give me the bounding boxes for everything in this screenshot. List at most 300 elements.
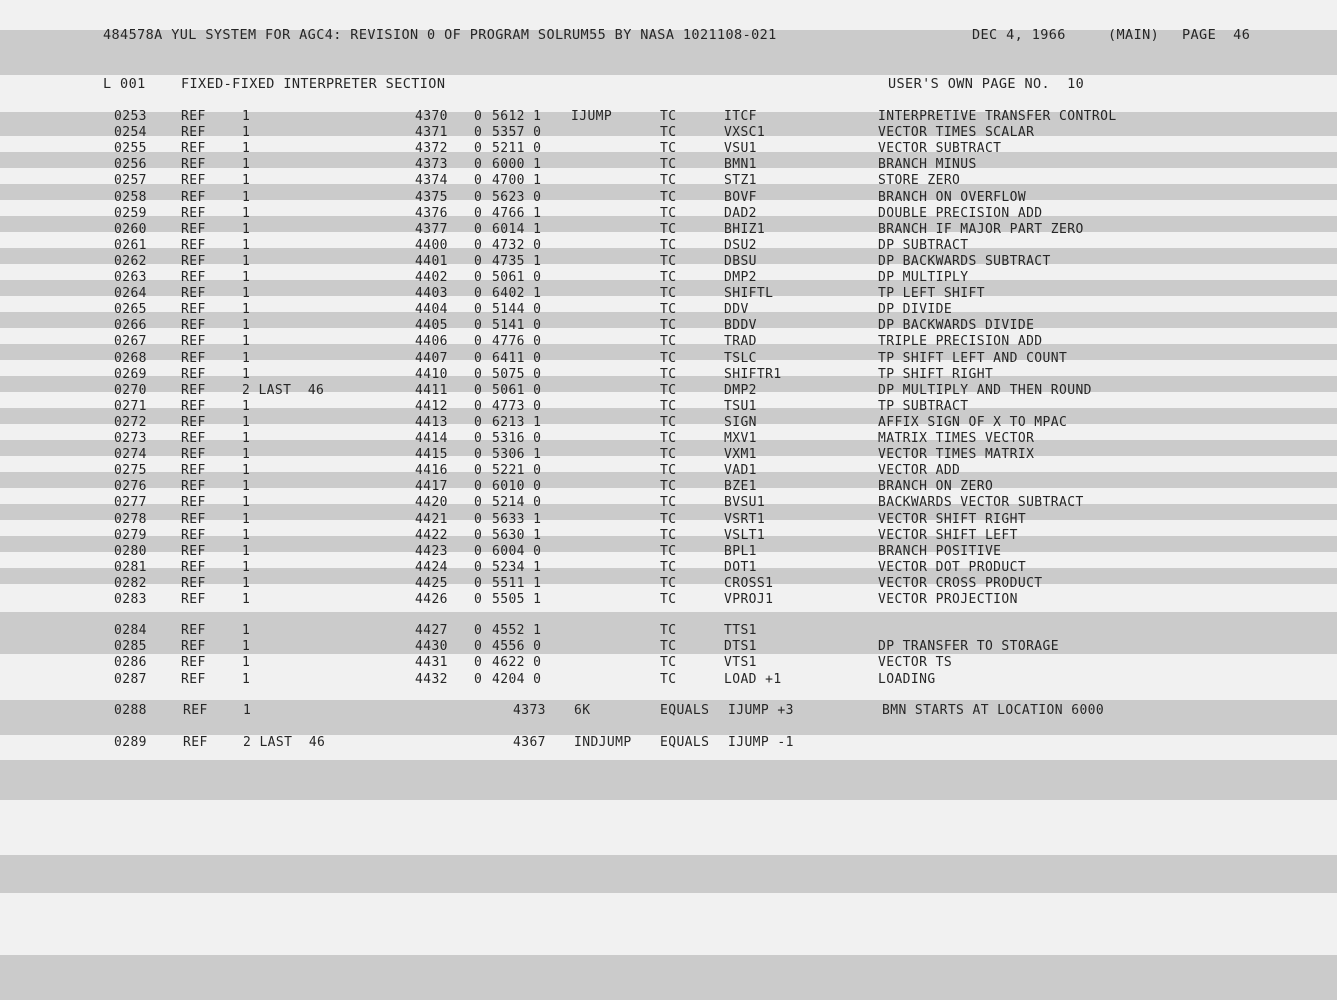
octal-value: 5511 1	[492, 576, 542, 591]
comment: DOUBLE PRECISION ADD	[878, 206, 1043, 221]
opcode: TC	[660, 544, 677, 559]
operand: SHIFTR1	[724, 367, 782, 382]
opcode: TC	[660, 528, 677, 543]
ref-keyword: REF	[181, 623, 206, 638]
line-number: 0271	[114, 399, 147, 414]
line-number: 0285	[114, 639, 147, 654]
equals-value: 4373	[513, 703, 546, 718]
ref-keyword: REF	[181, 576, 206, 591]
octal-value: 4732 0	[492, 238, 542, 253]
operand: TTS1	[724, 623, 757, 638]
opcode: EQUALS	[660, 735, 710, 750]
bank-flag: 0	[474, 655, 483, 670]
ref-keyword: REF	[181, 463, 206, 478]
opcode: TC	[660, 109, 677, 124]
comment: DP DIVIDE	[878, 302, 953, 317]
ref-count: 1	[242, 318, 251, 333]
ref-count: 1	[243, 703, 252, 718]
octal-value: 6010 0	[492, 479, 542, 494]
operand: BZE1	[724, 479, 757, 494]
opcode: TC	[660, 399, 677, 414]
octal-value: 4204 0	[492, 672, 542, 687]
operand: SHIFTL	[724, 286, 774, 301]
ref-keyword: REF	[181, 334, 206, 349]
address: 4372	[415, 141, 448, 156]
octal-value: 4776 0	[492, 334, 542, 349]
opcode: TC	[660, 512, 677, 527]
opcode: TC	[660, 222, 677, 237]
bank-flag: 0	[474, 544, 483, 559]
ref-keyword: REF	[181, 351, 206, 366]
address: 4432	[415, 672, 448, 687]
bank-flag: 0	[474, 415, 483, 430]
address: 4404	[415, 302, 448, 317]
opcode: TC	[660, 254, 677, 269]
ref-keyword: REF	[181, 560, 206, 575]
octal-value: 5061 0	[492, 383, 542, 398]
ref-keyword: REF	[181, 318, 206, 333]
operand: LOAD +1	[724, 672, 782, 687]
listing-main-tag: (MAIN)	[1108, 27, 1160, 43]
operand: DAD2	[724, 206, 757, 221]
operand: BPL1	[724, 544, 757, 559]
operand: MXV1	[724, 431, 757, 446]
bank-flag: 0	[474, 576, 483, 591]
opcode: TC	[660, 125, 677, 140]
bank-flag: 0	[474, 431, 483, 446]
opcode: TC	[660, 623, 677, 638]
operand: BOVF	[724, 190, 757, 205]
operand: STZ1	[724, 173, 757, 188]
bank-flag: 0	[474, 623, 483, 638]
line-number: 0267	[114, 334, 147, 349]
ref-count: 1	[242, 367, 251, 382]
address: 4424	[415, 560, 448, 575]
ref-keyword: REF	[181, 222, 206, 237]
address: 4415	[415, 447, 448, 462]
comment: TP LEFT SHIFT	[878, 286, 985, 301]
line-number: 0259	[114, 206, 147, 221]
opcode: TC	[660, 447, 677, 462]
bank-flag: 0	[474, 157, 483, 172]
operand: TSLC	[724, 351, 757, 366]
opcode: TC	[660, 415, 677, 430]
line-number: 0254	[114, 125, 147, 140]
ref-count: 1	[242, 431, 251, 446]
bank-flag: 0	[474, 302, 483, 317]
listing-header-title: 484578A YUL SYSTEM FOR AGC4: REVISION 0 OF PROGRAM SOLRUM55 BY NASA 1021108-021	[103, 27, 777, 43]
operand: VSU1	[724, 141, 757, 156]
operand: DMP2	[724, 270, 757, 285]
address: 4423	[415, 544, 448, 559]
address: 4371	[415, 125, 448, 140]
ref-keyword: REF	[181, 125, 206, 140]
address: 4430	[415, 639, 448, 654]
address: 4400	[415, 238, 448, 253]
comment: VECTOR TS	[878, 655, 953, 670]
address: 4416	[415, 463, 448, 478]
opcode: TC	[660, 463, 677, 478]
octal-value: 6004 0	[492, 544, 542, 559]
comment: DP BACKWARDS SUBTRACT	[878, 254, 1051, 269]
line-number: 0268	[114, 351, 147, 366]
bank-flag: 0	[474, 383, 483, 398]
bank-flag: 0	[474, 463, 483, 478]
ref-keyword: REF	[181, 157, 206, 172]
opcode: TC	[660, 592, 677, 607]
address: 4420	[415, 495, 448, 510]
comment: VECTOR SHIFT LEFT	[878, 528, 1018, 543]
ref-count: 1	[242, 222, 251, 237]
ref-keyword: REF	[181, 109, 206, 124]
address: 4402	[415, 270, 448, 285]
comment: VECTOR PROJECTION	[878, 592, 1018, 607]
ref-keyword: REF	[181, 528, 206, 543]
line-number: 0272	[114, 415, 147, 430]
comment: VECTOR SUBTRACT	[878, 141, 1002, 156]
ref-count: 1	[242, 655, 251, 670]
ref-keyword: REF	[181, 399, 206, 414]
comment: BACKWARDS VECTOR SUBTRACT	[878, 495, 1084, 510]
ref-count: 1	[242, 302, 251, 317]
line-number: 0289	[114, 735, 147, 750]
bank-flag: 0	[474, 125, 483, 140]
operand: CROSS1	[724, 576, 774, 591]
ref-count: 1	[242, 415, 251, 430]
comment: BMN STARTS AT LOCATION 6000	[882, 703, 1105, 718]
address: 4426	[415, 592, 448, 607]
ref-keyword: REF	[181, 383, 206, 398]
ref-keyword: REF	[181, 431, 206, 446]
address: 4406	[415, 334, 448, 349]
operand: BDDV	[724, 318, 757, 333]
address: 4413	[415, 415, 448, 430]
ref-count: 1	[242, 592, 251, 607]
opcode: EQUALS	[660, 703, 710, 718]
listing-date: DEC 4, 1966	[972, 27, 1066, 43]
ref-count: 1	[242, 238, 251, 253]
symbol-label: 6K	[574, 703, 591, 718]
octal-value: 5141 0	[492, 318, 542, 333]
ref-keyword: REF	[181, 286, 206, 301]
line-number: 0266	[114, 318, 147, 333]
ref-keyword: REF	[181, 173, 206, 188]
ref-count: 1	[242, 254, 251, 269]
octal-value: 6411 0	[492, 351, 542, 366]
line-number: 0258	[114, 190, 147, 205]
bank-flag: 0	[474, 447, 483, 462]
ref-keyword: REF	[181, 254, 206, 269]
ref-keyword: REF	[181, 672, 206, 687]
opcode: TC	[660, 173, 677, 188]
octal-value: 4773 0	[492, 399, 542, 414]
listing-page-number: PAGE 46	[1182, 27, 1251, 43]
line-number: 0263	[114, 270, 147, 285]
operand: VSRT1	[724, 512, 766, 527]
octal-value: 4735 1	[492, 254, 542, 269]
operand: ITCF	[724, 109, 757, 124]
bank-flag: 0	[474, 286, 483, 301]
operand: VSLT1	[724, 528, 766, 543]
operand: DTS1	[724, 639, 757, 654]
comment: TRIPLE PRECISION ADD	[878, 334, 1043, 349]
operand: VAD1	[724, 463, 757, 478]
octal-value: 6000 1	[492, 157, 542, 172]
line-number: 0270	[114, 383, 147, 398]
bank-flag: 0	[474, 206, 483, 221]
line-number: 0283	[114, 592, 147, 607]
line-number: 0253	[114, 109, 147, 124]
comment: DP SUBTRACT	[878, 238, 969, 253]
line-number: 0273	[114, 431, 147, 446]
address: 4421	[415, 512, 448, 527]
ref-keyword: REF	[181, 512, 206, 527]
ref-keyword: REF	[181, 141, 206, 156]
octal-value: 5505 1	[492, 592, 542, 607]
octal-value: 5306 1	[492, 447, 542, 462]
opcode: TC	[660, 238, 677, 253]
ref-count: 2 LAST 46	[242, 383, 325, 398]
octal-value: 5633 1	[492, 512, 542, 527]
bank-flag: 0	[474, 109, 483, 124]
ref-keyword: REF	[181, 655, 206, 670]
opcode: TC	[660, 334, 677, 349]
address: 4407	[415, 351, 448, 366]
address: 4410	[415, 367, 448, 382]
operand: BVSU1	[724, 495, 766, 510]
opcode: TC	[660, 672, 677, 687]
ref-count: 1	[242, 334, 251, 349]
bank-flag: 0	[474, 190, 483, 205]
comment: BRANCH ON OVERFLOW	[878, 190, 1027, 205]
line-number: 0256	[114, 157, 147, 172]
ref-count: 1	[242, 560, 251, 575]
opcode: TC	[660, 190, 677, 205]
bank-flag: 0	[474, 351, 483, 366]
address: 4425	[415, 576, 448, 591]
address: 4414	[415, 431, 448, 446]
users-own-page-number: USER'S OWN PAGE NO. 10	[888, 76, 1085, 92]
operand: IJUMP +3	[728, 703, 794, 718]
octal-value: 5623 0	[492, 190, 542, 205]
ref-keyword: REF	[183, 703, 208, 718]
line-number: 0278	[114, 512, 147, 527]
octal-value: 5316 0	[492, 431, 542, 446]
opcode: TC	[660, 302, 677, 317]
octal-value: 5221 0	[492, 463, 542, 478]
symbol-label: INDJUMP	[574, 735, 632, 750]
operand: BHIZ1	[724, 222, 766, 237]
ref-count: 1	[242, 286, 251, 301]
bank-flag: 0	[474, 639, 483, 654]
bank-flag: 0	[474, 238, 483, 253]
comment: BRANCH POSITIVE	[878, 544, 1002, 559]
address: 4374	[415, 173, 448, 188]
opcode: TC	[660, 479, 677, 494]
line-number: 0265	[114, 302, 147, 317]
ref-count: 1	[242, 173, 251, 188]
line-number: 0282	[114, 576, 147, 591]
comment: VECTOR ADD	[878, 463, 961, 478]
ref-count: 1	[242, 623, 251, 638]
comment: VECTOR TIMES MATRIX	[878, 447, 1035, 462]
comment: TP SHIFT LEFT AND COUNT	[878, 351, 1068, 366]
ref-count: 1	[242, 544, 251, 559]
bank-flag: 0	[474, 270, 483, 285]
address: 4422	[415, 528, 448, 543]
ref-count: 1	[242, 270, 251, 285]
line-number: 0276	[114, 479, 147, 494]
line-number: 0280	[114, 544, 147, 559]
comment: TP SHIFT RIGHT	[878, 367, 994, 382]
comment: BRANCH IF MAJOR PART ZERO	[878, 222, 1084, 237]
bank-flag: 0	[474, 672, 483, 687]
comment: LOADING	[878, 672, 936, 687]
line-number: 0264	[114, 286, 147, 301]
ref-keyword: REF	[181, 238, 206, 253]
ref-count: 1	[242, 351, 251, 366]
bank-flag: 0	[474, 318, 483, 333]
address: 4375	[415, 190, 448, 205]
comment: AFFIX SIGN OF X TO MPAC	[878, 415, 1068, 430]
opcode: TC	[660, 286, 677, 301]
opcode: TC	[660, 367, 677, 382]
line-number: 0269	[114, 367, 147, 382]
address: 4431	[415, 655, 448, 670]
ref-count: 1	[242, 157, 251, 172]
bank-flag: 0	[474, 399, 483, 414]
opcode: TC	[660, 270, 677, 285]
operand: DDV	[724, 302, 749, 317]
ref-count: 1	[242, 576, 251, 591]
operand: DBSU	[724, 254, 757, 269]
comment: VECTOR DOT PRODUCT	[878, 560, 1027, 575]
address: 4377	[415, 222, 448, 237]
ref-keyword: REF	[181, 544, 206, 559]
operand: DOT1	[724, 560, 757, 575]
ref-keyword: REF	[183, 735, 208, 750]
ref-keyword: REF	[181, 190, 206, 205]
ref-keyword: REF	[181, 592, 206, 607]
bank-flag: 0	[474, 495, 483, 510]
line-number: 0286	[114, 655, 147, 670]
opcode: TC	[660, 495, 677, 510]
octal-value: 4622 0	[492, 655, 542, 670]
octal-value: 5144 0	[492, 302, 542, 317]
ref-count: 1	[242, 639, 251, 654]
operand: VPROJ1	[724, 592, 774, 607]
ref-count: 1	[242, 672, 251, 687]
octal-value: 5630 1	[492, 528, 542, 543]
opcode: TC	[660, 560, 677, 575]
comment: VECTOR TIMES SCALAR	[878, 125, 1035, 140]
bank-flag: 0	[474, 560, 483, 575]
octal-value: 5357 0	[492, 125, 542, 140]
octal-value: 5075 0	[492, 367, 542, 382]
address: 4370	[415, 109, 448, 124]
ref-count: 1	[242, 463, 251, 478]
comment: DP MULTIPLY	[878, 270, 969, 285]
operand: TRAD	[724, 334, 757, 349]
ref-count: 1	[242, 512, 251, 527]
line-number: 0257	[114, 173, 147, 188]
line-number: 0287	[114, 672, 147, 687]
bank-flag: 0	[474, 254, 483, 269]
opcode: TC	[660, 576, 677, 591]
address: 4376	[415, 206, 448, 221]
octal-value: 5061 0	[492, 270, 542, 285]
opcode: TC	[660, 351, 677, 366]
line-number: 0255	[114, 141, 147, 156]
octal-value: 5211 0	[492, 141, 542, 156]
octal-value: 6014 1	[492, 222, 542, 237]
operand: BMN1	[724, 157, 757, 172]
line-number: 0279	[114, 528, 147, 543]
ref-count: 1	[242, 190, 251, 205]
octal-value: 4700 1	[492, 173, 542, 188]
bank-flag: 0	[474, 367, 483, 382]
opcode: TC	[660, 141, 677, 156]
comment: BRANCH MINUS	[878, 157, 977, 172]
address: 4405	[415, 318, 448, 333]
comment: TP SUBTRACT	[878, 399, 969, 414]
line-number: 0277	[114, 495, 147, 510]
bank-flag: 0	[474, 592, 483, 607]
equals-value: 4367	[513, 735, 546, 750]
ref-keyword: REF	[181, 639, 206, 654]
opcode: TC	[660, 206, 677, 221]
bank-flag: 0	[474, 141, 483, 156]
comment: INTERPRETIVE TRANSFER CONTROL	[878, 109, 1117, 124]
ref-keyword: REF	[181, 447, 206, 462]
operand: VXSC1	[724, 125, 766, 140]
ref-count: 2 LAST 46	[243, 735, 326, 750]
comment: VECTOR CROSS PRODUCT	[878, 576, 1043, 591]
opcode: TC	[660, 318, 677, 333]
opcode: TC	[660, 655, 677, 670]
symbol-label: IJUMP	[571, 109, 613, 124]
comment: DP MULTIPLY AND THEN ROUND	[878, 383, 1092, 398]
line-number: 0261	[114, 238, 147, 253]
line-number: 0260	[114, 222, 147, 237]
address: 4412	[415, 399, 448, 414]
line-number: 0284	[114, 623, 147, 638]
address: 4417	[415, 479, 448, 494]
ref-keyword: REF	[181, 206, 206, 221]
bank-flag: 0	[474, 512, 483, 527]
ref-keyword: REF	[181, 302, 206, 317]
line-number: 0288	[114, 703, 147, 718]
octal-value: 4552 1	[492, 623, 542, 638]
octal-value: 4766 1	[492, 206, 542, 221]
ref-count: 1	[242, 479, 251, 494]
bank-flag: 0	[474, 334, 483, 349]
address: 4411	[415, 383, 448, 398]
octal-value: 5234 1	[492, 560, 542, 575]
comment: BRANCH ON ZERO	[878, 479, 994, 494]
address: 4373	[415, 157, 448, 172]
line-number: 0262	[114, 254, 147, 269]
ref-count: 1	[242, 495, 251, 510]
operand: IJUMP -1	[728, 735, 794, 750]
comment: DP BACKWARDS DIVIDE	[878, 318, 1035, 333]
ref-count: 1	[242, 447, 251, 462]
octal-value: 5612 1	[492, 109, 542, 124]
comment: DP TRANSFER TO STORAGE	[878, 639, 1059, 654]
line-number: 0275	[114, 463, 147, 478]
address: 4427	[415, 623, 448, 638]
bank-flag: 0	[474, 222, 483, 237]
